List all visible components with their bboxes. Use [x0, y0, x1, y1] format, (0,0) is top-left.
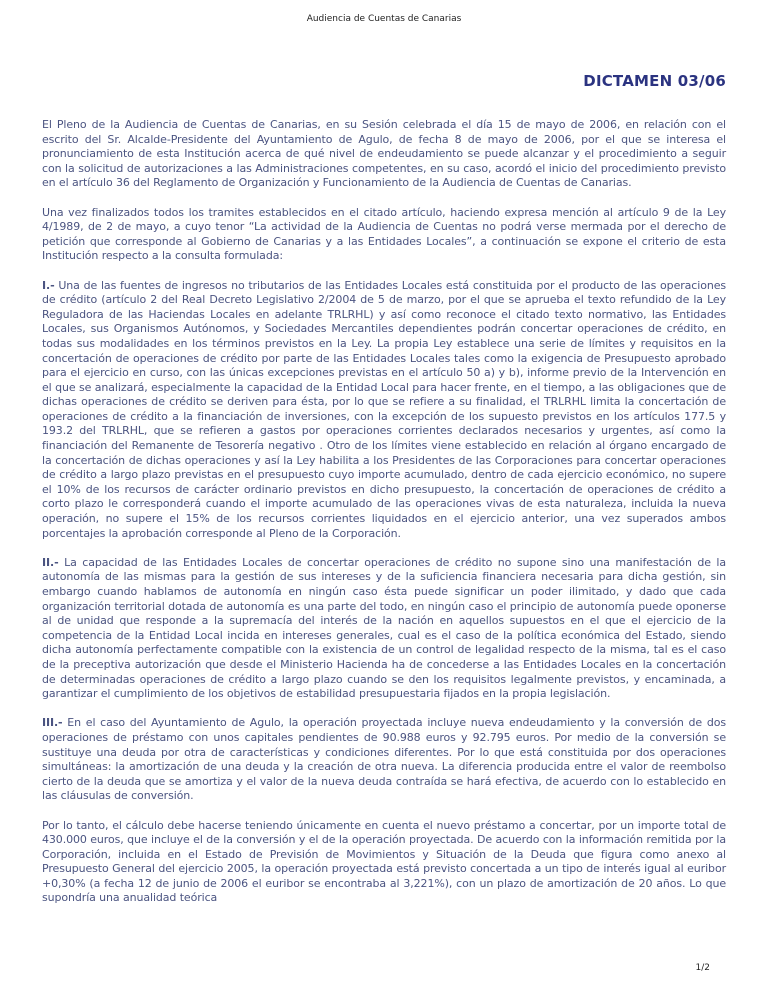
paragraph — [42, 819, 726, 907]
paragraph-text: El Pleno de la Audiencia de Cuentas de Canarias, en su Sesión celebrada el día 15 de mayo de 2006, en relación con el escrito del Sr. Alcalde-Presidente del Ayuntamiento de Agulo, de fecha 8 de mayo de 2006, por el que se interesa el pronunciamiento de esta Institución acerca de qué nivel de endeudamiento se puede alcanzar y el procedimiento a seguir con la solicitud de autorizaciones a las Administraciones competentes, en su caso, acordó el inicio del procedimiento previsto en el artículo 36 del Reglamento de Organización y Funcionamiento de la Audiencia de Cuentas de Canarias. — [42, 118, 726, 190]
paragraph-text: En el caso del Ayuntamiento de Agulo, la operación proyectada incluye nueva endeudamiento y la conversión de dos operaciones de préstamo con unos capitales pendientes de 90.988 euros y 92.795 euros. Por medio de la conversión se sustituye una deuda por otra de características y condiciones diferentes. Por lo que está constituida por dos operaciones simultáneas: la amortización de una deuda y la creación de otra nueva. La diferencia producida entre el valor de reembolso cierto de la deuda que se amortiza y el valor de la nueva deuda contraída se hará efectiva, de acuerdo con lo establecido en las cláusulas de conversión. — [42, 716, 726, 803]
paragraph-text: Por lo tanto, el cálculo debe hacerse teniendo únicamente en cuenta el nuevo préstamo a concertar, por un importe total de 430.000 euros, que incluye el de la conversión y el de la operación proyectada. De acuerdo con la información remitida por la Corporación, incluida en el Estado de Previsión de Movimientos y Situación de la Deuda que figura como anexo al Presupuesto General del ejercicio 2005, la operación proyectada está previsto concertada a un tipo de interés igual al euribor +0,30% (a fecha 12 de junio de 2006 el euribor se encontraba al 3,221%), con un plazo de amortización de 20 años. Lo que supondría una anualidad teórica — [42, 818, 726, 905]
page-number: 1/2 — [695, 963, 710, 973]
paragraph — [42, 118, 726, 191]
paragraph-text: La capacidad de las Entidades Locales de concertar operaciones de crédito no supone sino una manifestación de la autonomía de las mismas para la gestión de sus intereses y de la suficiencia financiera necesaria para dicha gestión, sin embargo cuando hablamos de autonomía en ningún caso ésta puede significar un poder ilimitado, y dado que cada organización territorial dotada de autonomía es una parte del todo, en ningún caso el principio de autonomía puede oponerse al de unidad que responde a la supremacía del interés de la nación en aquellos supuestos en el que el ejercicio de la competencia de la Entidad Local incida en intereses generales, cual es el caso de la política económica del Estado, siendo dicha autonomía perfectamente compatible con la existencia de un control de legalidad respecto de la misma, tal es el caso de la preceptiva autorización que desde el Ministerio Hacienda ha de concederse a las Entidades Locales en la concertación de determinadas operaciones de crédito a largo plazo cuando se den los requisitos legalmente previstos, y encaminada, a garantizar el cumplimiento de los objetivos de estabilidad presupuestaria fijados en la propia legislación. — [42, 555, 726, 701]
print-header: Audiencia de Cuentas de Canarias — [306, 14, 462, 24]
paragraph-lead: I.- — [42, 278, 55, 292]
paragraph — [42, 279, 726, 542]
paragraph-lead: II.- — [42, 555, 59, 569]
paragraph — [42, 206, 726, 264]
paragraph — [42, 556, 726, 702]
document-body — [42, 118, 726, 921]
paragraph-text: Una de las fuentes de ingresos no tributarios de las Entidades Locales está constituida por el producto de las operaciones de crédito (artículo 2 del Real Decreto Legislativo 2/2004 de 5 de marzo, por el que se aprueba el texto refundido de la Ley Reguladora de las Haciendas Locales en adelante TRLRHL) y así como reconoce el citado texto normativo, las Entidades Locales, sus Organismos Autónomos, y Sociedades Mercantiles dependientes podrán concertar operaciones de crédito, en todas sus modalidades en los términos previstos en la Ley. La propia Ley establece una serie de límites y requisitos en la concertación de operaciones de crédito por parte de las Entidades Locales tales como la exigencia de Presupuesto aprobado para el ejercicio en curso, con las únicas excepciones previstas en el artículo 50 a) y b), informe previo de la Intervención en el que se analizará, especialmente la capacidad de la Entidad Local para hacer frente, en el tiempo, a las obligaciones que de dichas operaciones de crédito se deriven para ésta, por lo que se refiere a su finalidad, el TRLRHL limita la concertación de operaciones de crédito a la financiación de inversiones, con la excepción de los supuesto previstos en los artículos 177.5 y 193.2 del TRLRHL, que se refieren a gastos por operaciones corrientes declarados necesarios y urgentes, así como la financiación del Remanente de Tesorería negativo . Otro de los límites viene establecido en relación al órgano encargado de la concertación de dichas operaciones y así la Ley habilita a los Presidentes de las Corporaciones para concertar operaciones de crédito a largo plazo previstas en el presupuesto cuyo importe acumulado, dentro de cada ejercicio económico, no supere el 10% de los recursos de carácter ordinario previstos en dicho presupuesto, la concertación de operaciones de crédito a corto plazo le corresponderá cuando el importe acumulado de las operaciones vivas de esta naturaleza, incluida la nueva operación, no supere el 15% de los recursos corrientes liquidados en el ejercicio anterior, una vez superados ambos porcentajes la aprobación corresponde al Pleno de la Corporación. — [42, 278, 727, 540]
paragraph-lead: III.- — [42, 716, 63, 730]
document-title: DICTAMEN 03/06 — [583, 72, 726, 90]
paragraph — [42, 716, 726, 804]
paragraph-text: Una vez finalizados todos los tramites establecidos en el citado artículo, haciendo expresa mención al artículo 9 de la Ley 4/1989, de 2 de mayo, a cuyo tenor “La actividad de la Audiencia de Cuentas no podrá verse mermada por el derecho de petición que corresponde al Gobierno de Canarias y a las Entidades Locales”, a continuación se expone el criterio de esta Institución respecto a la consulta formulada: — [42, 205, 726, 263]
